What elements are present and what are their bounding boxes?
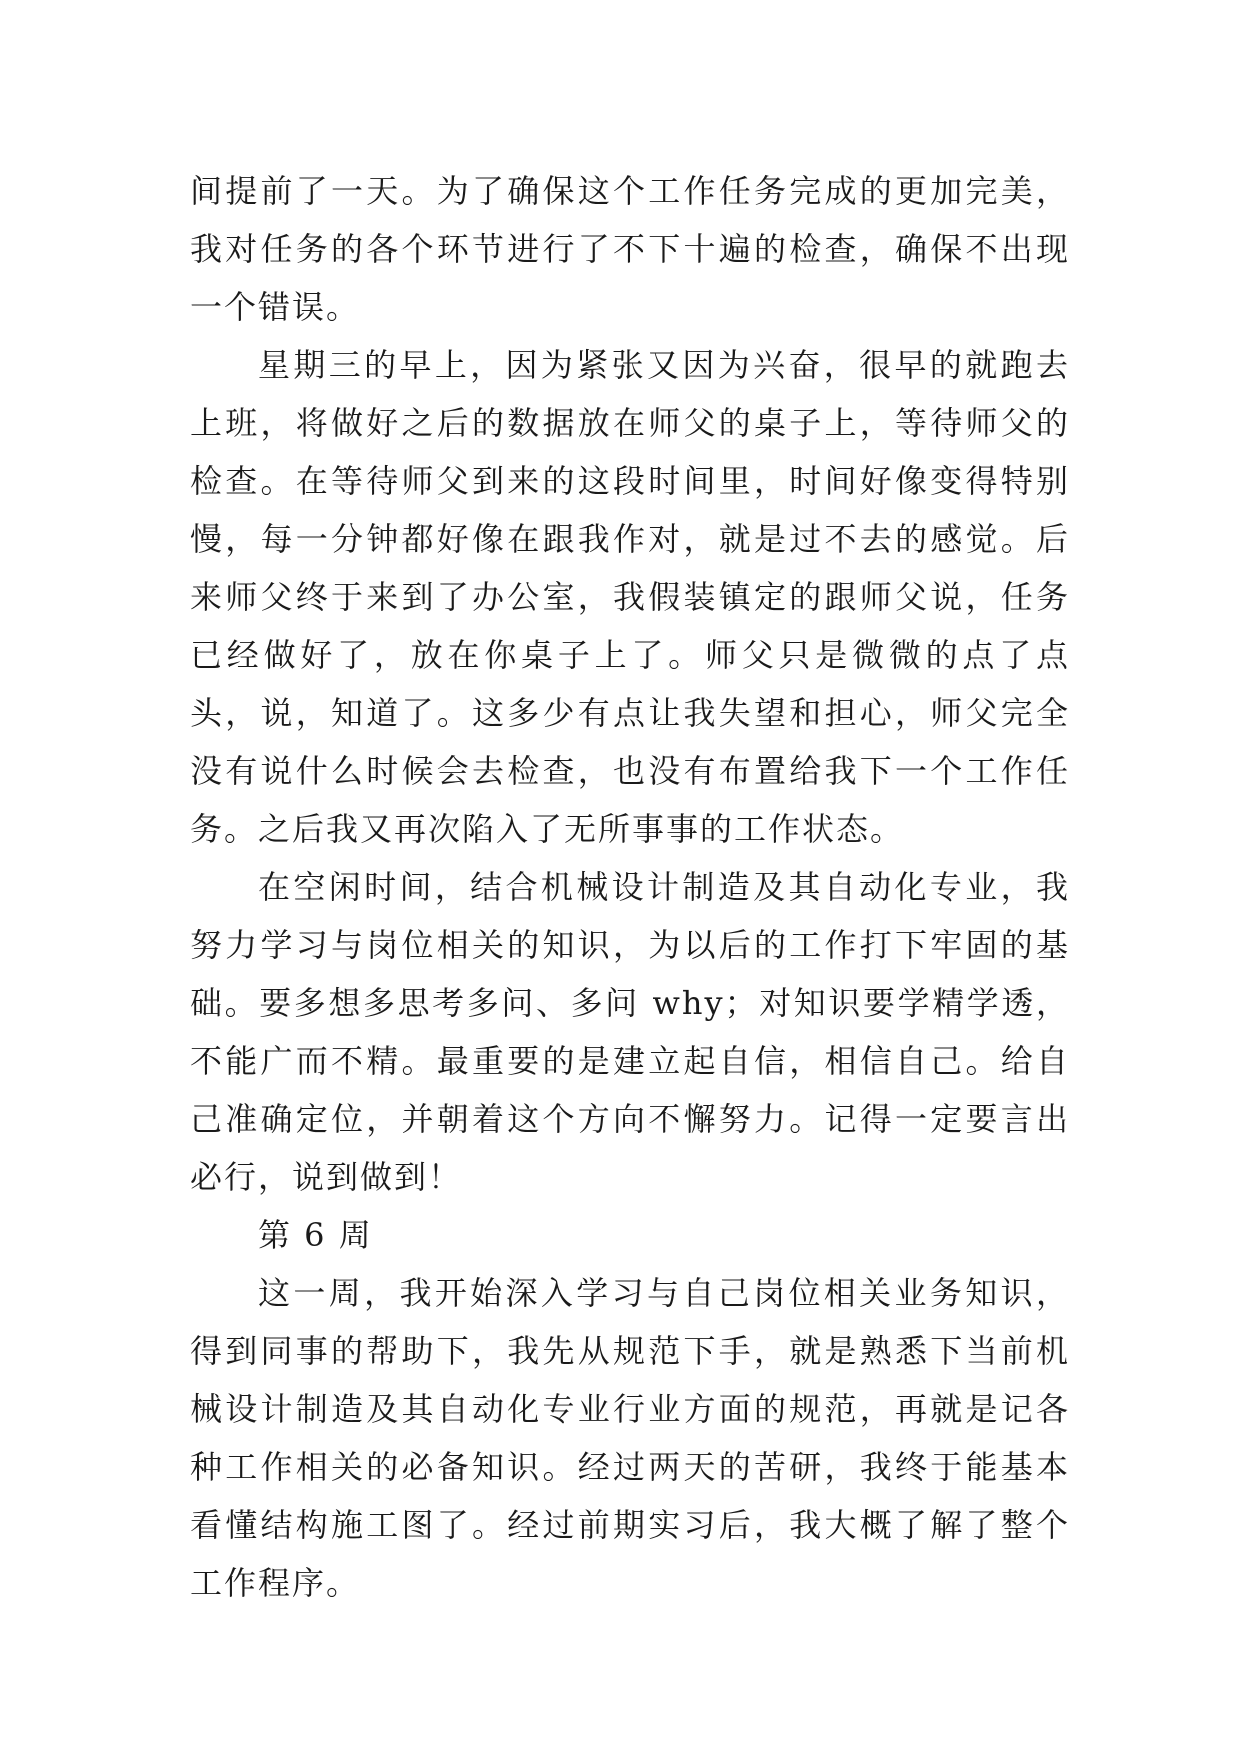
document-body bbox=[190, 162, 1070, 1612]
paragraph-wednesday: 星期三的早上，因为紧张又因为兴奋，很早的就跑去上班，将做好之后的数据放在师父的桌子上，等待师父的检查。在等待师父到来的这段时间里，时间好像变得特别慢，每一分钟都好像在跟我作对，就是过不去的感觉。后来师父终于来到了办公室，我假装镇定的跟师父说，任务已经做好了，放在你桌子上了。师父只是微微的点了点头，说，知道了。这多少有点让我失望和担心，师父完全没有说什么时候会去检查，也没有布置给我下一个工作任务。之后我又再次陷入了无所事事的工作状态。 bbox=[190, 346, 1070, 848]
paragraph-continuation: 间提前了一天。为了确保这个工作任务完成的更加完美，我对任务的各个环节进行了不下十遍的检查，确保不出现一个错误。 bbox=[190, 172, 1070, 326]
week-heading: 第 6 周 bbox=[258, 1216, 373, 1254]
paragraph-week-6: 这一周，我开始深入学习与自己岗位相关业务知识，得到同事的帮助下，我先从规范下手，就是熟悉下当前机械设计制造及其自动化专业行业方面的规范，再就是记各种工作相关的必备知识。经过两天的苦研，我终于能基本看懂结构施工图了。经过前期实习后，我大概了解了整个工作程序。 bbox=[190, 1274, 1070, 1602]
paragraph-free-time: 在空闲时间，结合机械设计制造及其自动化专业，我努力学习与岗位相关的知识，为以后的工作打下牢固的基础。要多想多思考多问、多问 why；对知识要学精学透，不能广而不精。最重要的是建立起自信，相信自己。给自己准确定位，并朝着这个方向不懈努力。记得一定要言出必行，说到做到！ bbox=[190, 868, 1070, 1196]
